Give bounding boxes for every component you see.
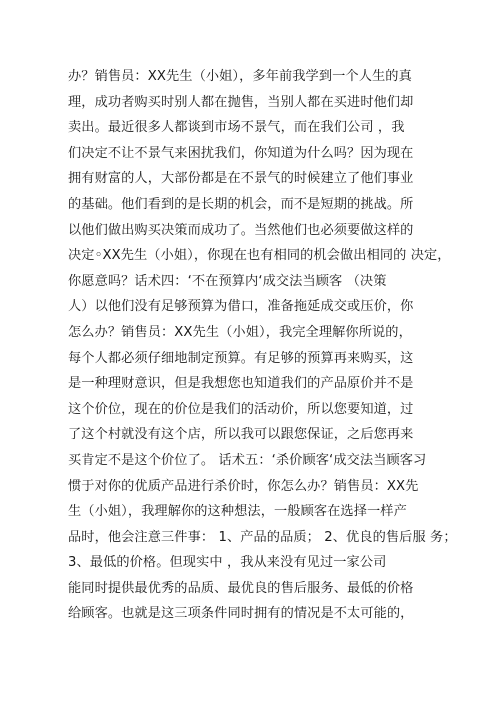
text-line: 们决定不让不景气来困扰我们，你知道为什么吗？因为现在 bbox=[68, 145, 414, 161]
text-line: 生（小姐），我理解你的这种想法，一般顾客在选择一样产 bbox=[68, 504, 407, 520]
text-line: 给顾客。也就是这三项条件同时拥有的情况是不太可能的， bbox=[68, 606, 414, 622]
text-line: 卖出。最近很多人都谈到市场不景气，而在我们公司 ，我 bbox=[68, 120, 405, 136]
text-line: 3、最低的价格。但现实中 ，我从来没有见过一家公司 bbox=[68, 555, 387, 571]
document-body bbox=[68, 64, 498, 627]
text-line: 拥有财富的人，大部份都是在不景气的时候建立了他们事业 bbox=[68, 171, 414, 187]
text-line: 怎么办？销售员：XX先生（小姐），我完全理解你所说的， bbox=[68, 324, 412, 340]
text-line: 办？销售员：XX先生（小姐），多年前我学到一个人生的真 bbox=[68, 69, 412, 84]
text-line: 理，成功者购买时别人都在抛售，当别人都在买进时他们却 bbox=[68, 94, 414, 110]
text-line: 这个价位，现在的价位是我们的活动价，所以您要知道，过 bbox=[68, 401, 414, 417]
text-line: 以他们做出购买决策而成功了。当然他们也必须要做这样的 bbox=[68, 222, 414, 238]
text-line: 买肯定不是这个价位了。 话术五：‘杀价顾客‘成交法当顾客习 bbox=[68, 452, 427, 468]
text-line: 品时，他会注意三件事： 1、产品的品质； 2、优良的售后服 务； bbox=[68, 529, 457, 545]
text-line: 是一种理财意识，但是我想您也知道我们的产品原价并不是 bbox=[68, 376, 414, 392]
text-line: 的基础。他们看到的是长期的机会，而不是短期的挑战。所 bbox=[68, 196, 414, 212]
text-line: 了这个村就没有这个店，所以我可以跟您保证，之后您再来 bbox=[68, 427, 414, 443]
text-line: 能同时提供最优秀的品质、最优良的售后服务、最低的价格 bbox=[68, 580, 414, 596]
text-line: 每个人都必须仔细地制定预算。有足够的预算再来购买，这 bbox=[68, 350, 414, 366]
text-line: 你愿意吗？话术四：‘不在预算内‘成交法当顾客 （决策 bbox=[68, 273, 387, 289]
text-line: 决定◦XX先生（小姐），你现在也有相同的机会做出相同的 决定， bbox=[68, 248, 451, 264]
text-line: 惯于对你的优质产品进行杀价时，你怎么办？销售员：XX先 bbox=[68, 478, 419, 494]
text-line: 人）以他们没有足够预算为借口，准备拖延成交或压价，你 bbox=[68, 299, 414, 315]
